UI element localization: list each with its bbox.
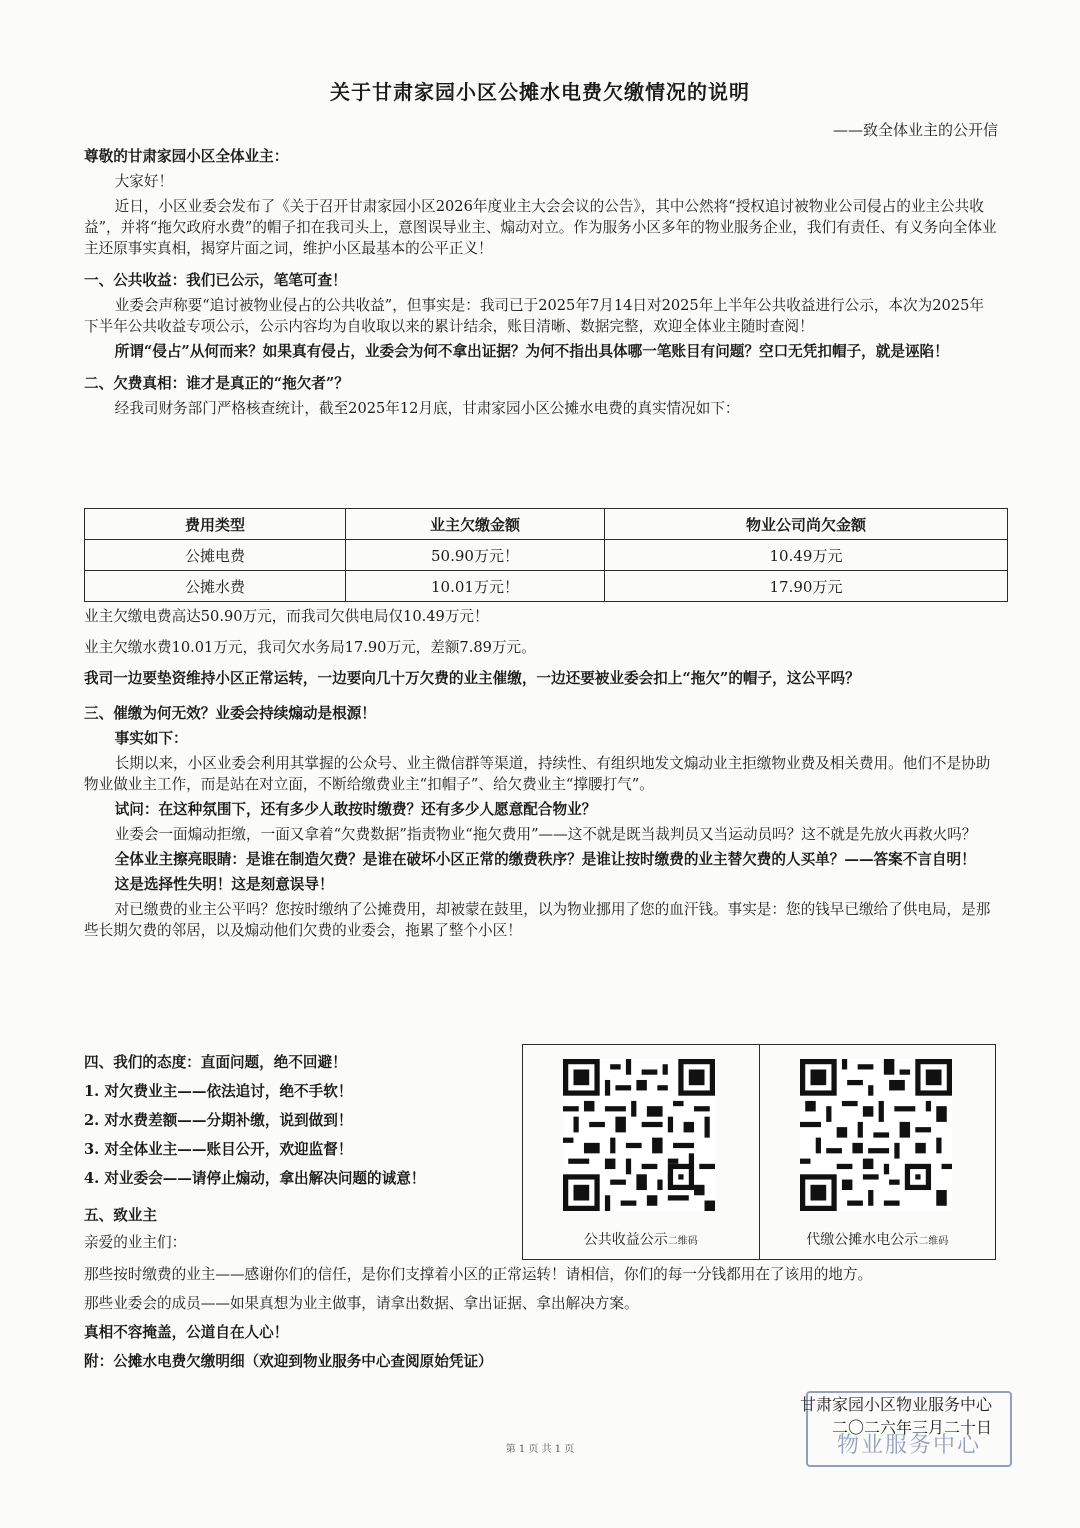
table-cell: 50.90万元！ bbox=[346, 540, 605, 571]
section5-paragraph-4: 附：公摊水电费欠缴明细（欢迎到物业服务中心查阅原始凭证） bbox=[84, 1353, 493, 1370]
table-header: 费用类型 bbox=[85, 509, 346, 540]
qr-cell-public-income bbox=[523, 1045, 760, 1259]
table-cell: 10.01万元！ bbox=[346, 571, 605, 602]
table-cell: 17.90万元 bbox=[605, 571, 1008, 602]
table-header-row bbox=[85, 509, 1008, 540]
letter-body-continued bbox=[84, 606, 1002, 941]
qr-code-box bbox=[522, 1044, 996, 1260]
list-item: 3. 对全体业主——账目公开，欢迎监督！ bbox=[84, 1141, 353, 1158]
section5-paragraph-3: 真相不容掩盖，公道自在人心！ bbox=[84, 1324, 289, 1341]
document-title: 关于甘肃家园小区公摊水电费欠缴情况的说明 bbox=[330, 80, 750, 104]
salutation: 尊敬的甘肃家园小区全体业主： bbox=[84, 148, 289, 165]
table-cell: 公摊电费 bbox=[85, 540, 346, 571]
section1-paragraph-1: 业委会声称要“追讨被物业侵占的公共收益”，但事实是：我司已于2025年7月14日对2025年上半年公共收益进行公示，本次为2025年下半年公共收益专项公示，公示内容均为自收取以来的累计结余，账目清晰、数据完整，欢迎全体业主随时查阅！ bbox=[84, 297, 984, 335]
section3-heading: 三、催缴为何无效？业委会持续煽动是根源！ bbox=[84, 705, 376, 722]
section2-heading: 二、欠费真相：谁才是真正的“拖欠者”？ bbox=[84, 375, 349, 392]
section3-paragraph-1: 长期以来，小区业委会利用其掌握的公众号、业主微信群等渠道，持续性、有组织地发文煽动业主拒缴物业费及相关费用。他们不是协助物业做业主工作，而是站在对立面，不断给缴费业主“扣帽子”、给欠费业主“撑腰打气”。 bbox=[84, 755, 991, 793]
section2-paragraph-4: 我司一边要垫资维持小区正常运转，一边要向几十万欠费的业主催缴，一边还要被业委会扣上“拖欠”的帽子，这公平吗？ bbox=[84, 670, 860, 687]
document-subtitle: ——致全体业主的公开信 bbox=[832, 121, 998, 139]
intro-paragraph: 近日，小区业委会发布了《关于召开甘肃家园小区2026年度业主大会会议的公告》，其中公然将“授权追讨被物业公司侵占的业主公共收益”，并将“拖欠政府水费”的帽子扣在我司头上，意图误导业主、煽动对立。作为服务小区多年的物业服务企业，我们有责任、有义务向全体业主还原事实真相，揭穿片面之词，维护小区最基本的公平正义！ bbox=[84, 198, 997, 257]
table-header: 物业公司尚欠金额 bbox=[605, 509, 1008, 540]
qr-caption-public-income: 公共收益公示二维码 bbox=[583, 1232, 698, 1248]
signature-org: 甘肃家园小区物业服务中心 bbox=[799, 1395, 992, 1414]
section3-paragraph-2: 试问：在这种氛围下，还有多少人敢按时缴费？还有多少人愿意配合物业？ bbox=[114, 801, 597, 818]
section3-paragraph-5: 这是选择性失明！这是刻意误导！ bbox=[114, 876, 334, 893]
list-item: 1. 对欠费业主——依法追讨，绝不手软！ bbox=[84, 1083, 353, 1100]
section2-paragraph-3: 业主欠缴水费10.01万元，我司欠水务局17.90万元，差额7.89万元。 bbox=[84, 639, 536, 656]
section1-heading: 一、公共收益：我们已公示，笔笔可查！ bbox=[84, 272, 347, 289]
section3-facts-label: 事实如下： bbox=[114, 730, 188, 747]
attitude-section bbox=[84, 1052, 514, 1253]
qr-code-icon bbox=[553, 1059, 725, 1211]
section2-paragraph-1: 经我司财务部门严格核查统计，截至2025年12月底，甘肃家园小区公摊水电费的真实情况如下： bbox=[114, 400, 740, 417]
list-item: 2. 对水费差额——分期补缴，说到做到！ bbox=[84, 1112, 353, 1129]
section1-paragraph-2: 所谓“侵占”从何而来？如果真有侵占，业委会为何不拿出证据？为何不指出具体哪一笔账目有问题？空口无凭扣帽子，就是诬陷！ bbox=[114, 343, 949, 360]
table-cell: 10.49万元 bbox=[605, 540, 1008, 571]
letter-body bbox=[84, 146, 998, 419]
page-number: 第 1 页 共 1 页 bbox=[505, 1444, 575, 1455]
section2-paragraph-2: 业主欠缴电费高达50.90万元，而我司欠供电局仅10.49万元！ bbox=[84, 608, 489, 625]
qr-cell-utility bbox=[760, 1045, 996, 1259]
section4-heading: 四、我们的态度：直面问题，绝不回避！ bbox=[84, 1054, 347, 1071]
table-header: 业主欠缴金额 bbox=[346, 509, 605, 540]
list-item: 4. 对业委会——请停止煽动，拿出解决问题的诚意！ bbox=[84, 1170, 426, 1187]
qr-caption-utility: 代缴公摊水电公示二维码 bbox=[806, 1232, 949, 1248]
section3-paragraph-3: 业委会一面煽动拒缴，一面又拿着“欠费数据”指责物业“拖欠费用”——这不就是既当裁判员又当运动员吗？这不就是先放火再救火吗？ bbox=[114, 826, 977, 843]
section5-paragraph-2: 那些业委会的成员——如果真想为业主做事，请拿出数据、拿出证据、拿出解决方案。 bbox=[84, 1295, 639, 1312]
section5-paragraph-1: 那些按时缴费的业主——感谢你们的信任，是你们支撑着小区的正常运转！请相信，你们的每一分钱都用在了该用的地方。 bbox=[84, 1266, 873, 1283]
section5-greeting: 亲爱的业主们： bbox=[84, 1234, 187, 1251]
signature-block bbox=[800, 1393, 992, 1439]
section5-heading: 五、致业主 bbox=[84, 1207, 157, 1224]
section3-paragraph-4: 全体业主擦亮眼睛：是谁在制造欠费？是谁在破坏小区正常的缴费秩序？是谁让按时缴费的业主替欠费的人买单？——答案不言自明！ bbox=[114, 851, 976, 868]
closing-section bbox=[84, 1264, 1002, 1372]
section3-paragraph-6: 对已缴费的业主公平吗？您按时缴纳了公摊费用，却被蒙在鼓里，以为物业挪用了您的血汗钱。事实是：您的钱早已缴给了供电局，是那些长期欠费的邻居，以及煽动他们欠费的业委会，拖累了整个小区！ bbox=[84, 901, 991, 939]
greeting: 大家好！ bbox=[114, 173, 174, 190]
stamp-text: 物业服务中心 bbox=[836, 1433, 981, 1458]
qr-code-icon bbox=[790, 1059, 962, 1211]
table-row bbox=[85, 571, 1008, 602]
fee-table bbox=[84, 508, 1008, 602]
table-row bbox=[85, 540, 1008, 571]
signature-date: 二〇二六年三月二十日 bbox=[831, 1418, 992, 1437]
table-cell: 公摊水费 bbox=[85, 571, 346, 602]
